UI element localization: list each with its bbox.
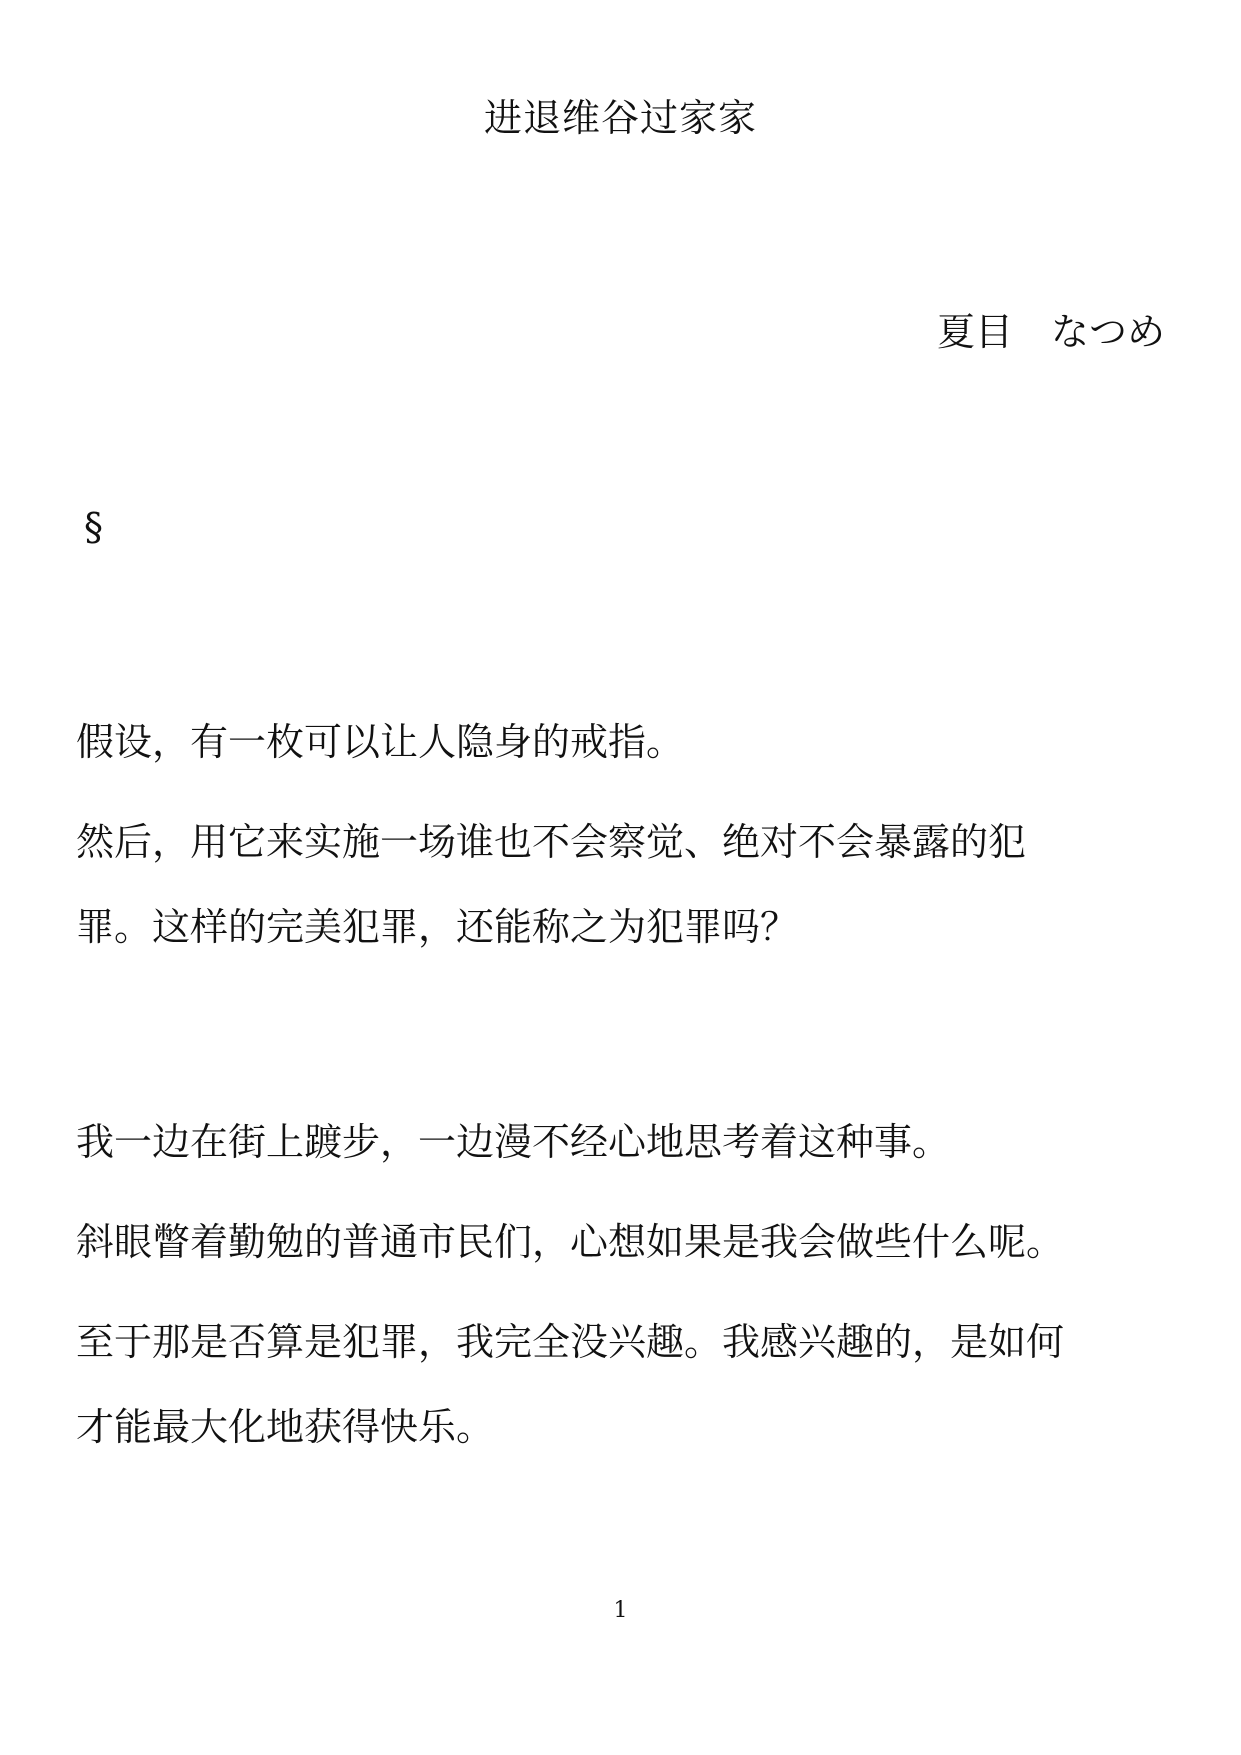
- paragraph-line: 才能最大化地获得快乐。: [76, 1405, 495, 1449]
- paragraph-line: 罪。这样的完美犯罪，还能称之为犯罪吗？: [76, 905, 799, 949]
- paragraph-line: 我一边在街上踱步，一边漫不经心地思考着这种事。: [76, 1120, 951, 1164]
- paragraph-line: 假设，有一枚可以让人隐身的戒指。: [76, 720, 685, 764]
- author-name: 夏目 なつめ: [936, 310, 1165, 354]
- paragraph-line: 斜眼瞥着勤勉的普通市民们，心想如果是我会做些什么呢。: [76, 1220, 1065, 1264]
- page-number: 1: [613, 1598, 628, 1623]
- document-title: 进退维谷过家家: [483, 96, 757, 140]
- section-mark: §: [84, 505, 103, 549]
- paragraph-line: 至于那是否算是犯罪，我完全没兴趣。我感兴趣的，是如何: [76, 1320, 1065, 1364]
- paragraph-line: 然后，用它来实施一场谁也不会察觉、绝对不会暴露的犯: [76, 820, 1027, 864]
